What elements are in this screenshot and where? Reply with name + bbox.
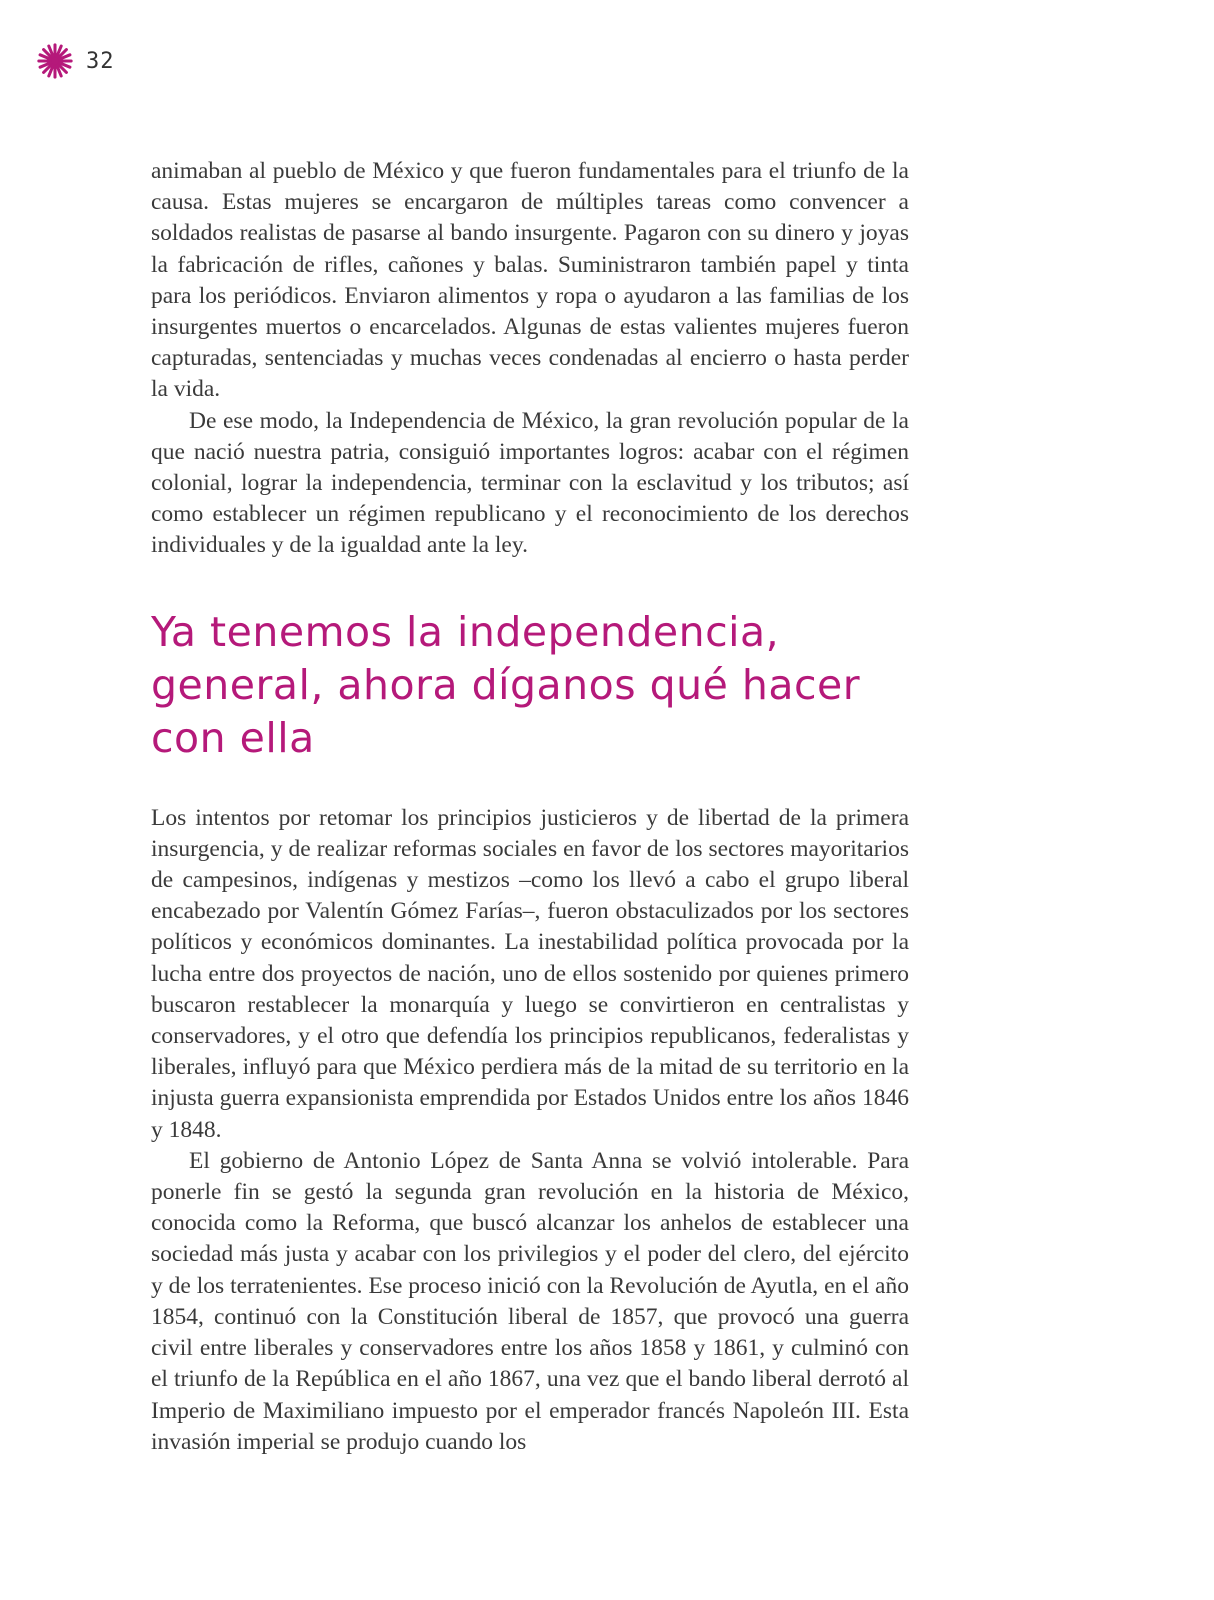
page-number: 32 [86,48,115,74]
asterisk-star-icon [36,42,74,80]
body-paragraph: animaban al pueblo de México y que fueron fundamentales para el triunfo de la causa. Estas mujeres se encargaron de múltiples tareas como convencer a soldados realistas de pasarse al bando insurgente. Pagaron con su dinero y joyas la fabricación de rifles, cañones y balas. Suministraron también papel y tinta para los periódicos. Enviaron alimentos y ropa o ayudaron a las familias de los insurgentes muertos o encarcelados. Algunas de estas valientes mujeres fueron capturadas, sentenciadas y muchas veces condenadas al encierro o hasta perder la vida. [151,158,909,403]
body-paragraph: Los intentos por retomar los principios justicieros y de libertad de la primera insurgencia, y de realizar reformas sociales en favor de los sectores mayoritarios de campesinos, indígenas y mestizos –como los llevó a cabo el grupo liberal encabezado por Valentín Gómez Farías–, fueron obstaculizados por los sectores políticos y económicos dominantes. La inestabilidad política provocada por la lucha entre dos proyectos de nación, uno de ellos sostenido por quienes primero buscaron restablecer la monarquía y luego se convirtieron en centralistas y conservadores, y el otro que defendía los principios republicanos, federalistas y liberales, influyó para que México perdiera más de la mitad de su territorio en la injusta guerra expansionista emprendida por Estados Unidos entre los años 1846 y 1848. [151,804,909,1143]
body-paragraph: El gobierno de Antonio López de Santa Anna se volvió intolerable. Para ponerle fin se gestó la segunda gran revolución en la historia de México, conocida como la Reforma, que buscó alcanzar los anhelos de establecer una sociedad más justa y acabar con los privilegios y el poder del clero, del ejército y de los terratenientes. Ese proceso inició con la Revolución de Ayutla, en el año 1854, continuó con la Constitución liberal de 1857, que provocó una guerra civil entre liberales y conservadores entre los años 1858 y 1861, y culminó con el triunfo de la República en el año 1867, una vez que el bando liberal derrotó al Imperio de Maximiliano impuesto por el emperador francés Napoleón III. Esta invasión imperial se produjo cuando los [151,1147,909,1455]
body-paragraph: De ese modo, la Independencia de México, la gran revolución popular de la que nació nuestra patria, consiguió importantes logros: acabar con el régimen colonial, lograr la independencia, terminar con la esclavitud y los tributos; así como establecer un régimen republicano y el reconocimiento de los derechos individuales y de la igualdad ante la ley. [151,407,909,559]
page-header [36,42,115,80]
page-content [151,156,909,1458]
section-title: Ya tenemos la independencia, general, ahora díganos qué hacer con ella [151,607,861,762]
